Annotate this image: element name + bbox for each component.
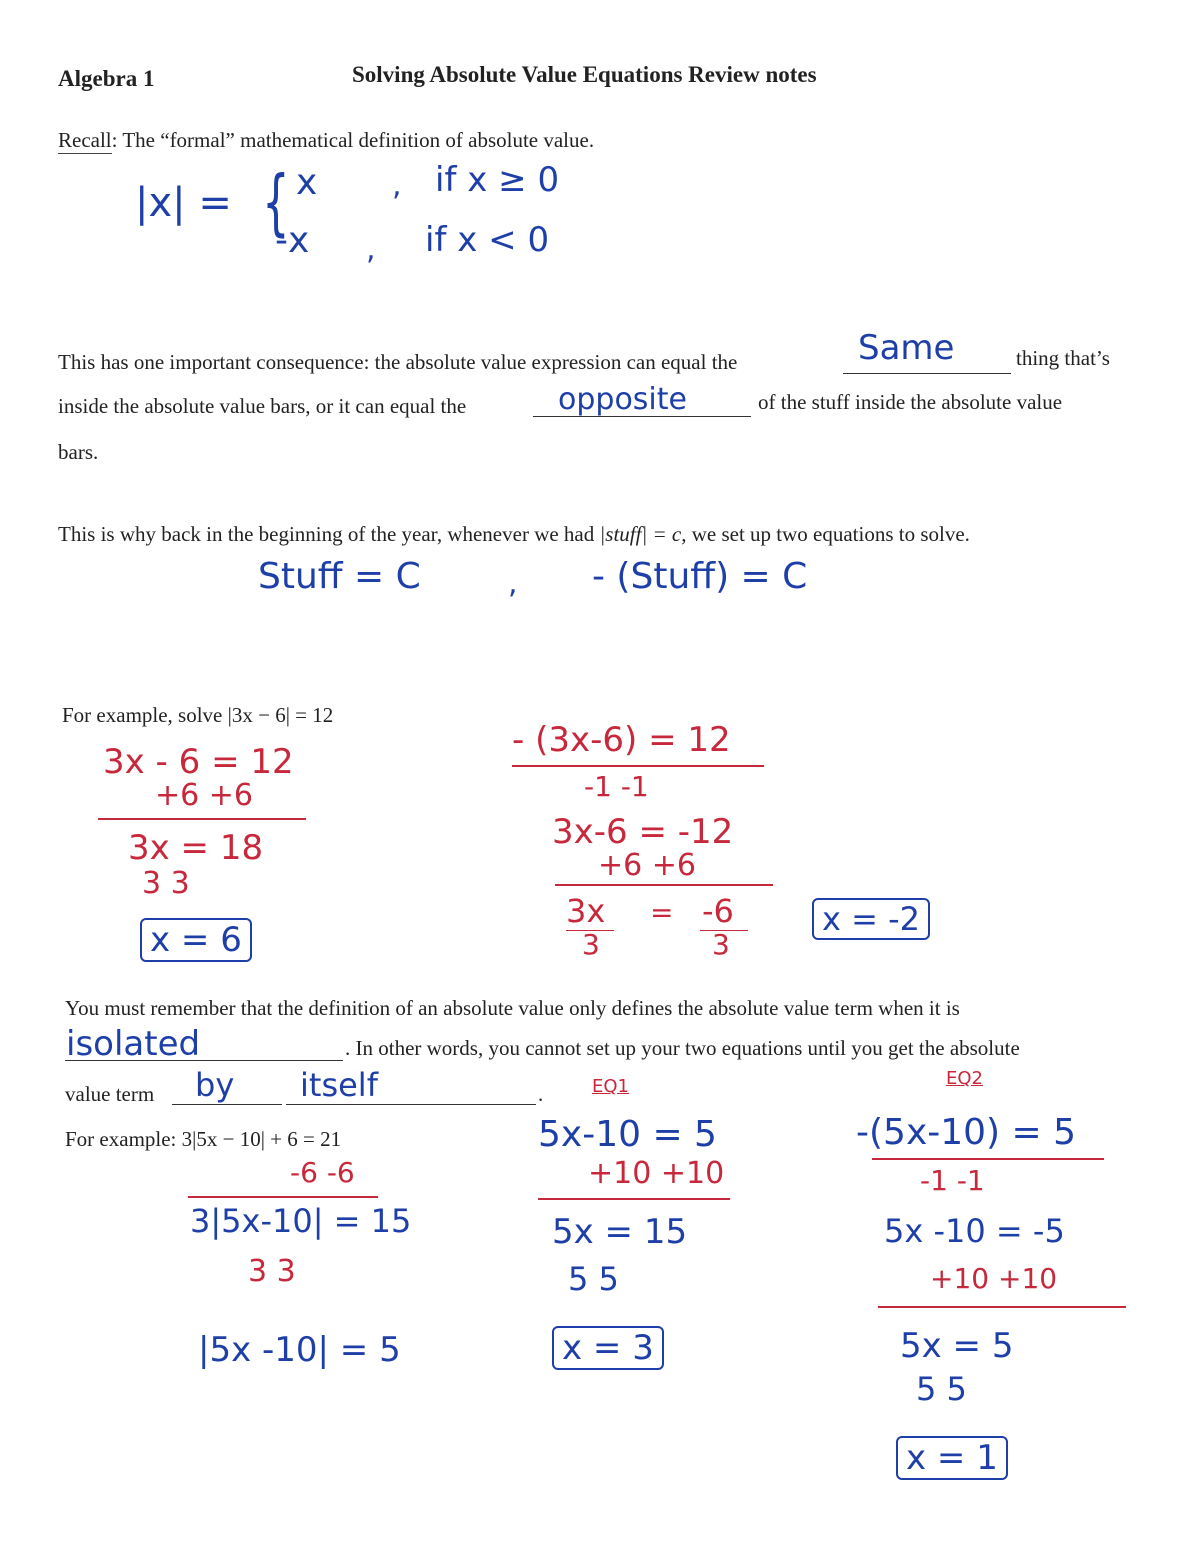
example2-line	[65, 1127, 341, 1152]
ex2-eq2-l1: -(5x-10) = 5	[856, 1112, 1077, 1153]
why-expr: |stuff| = c	[599, 522, 682, 546]
ex1-left-l4: 3 3	[142, 866, 190, 901]
ex2-step3: 3 3	[248, 1254, 296, 1289]
ex2-eq2-answer: x = 1	[896, 1436, 1008, 1480]
ex1-right-l6c: 3	[712, 928, 730, 961]
why-eq2: - (Stuff) = C	[592, 556, 808, 597]
recall-label: Recall	[58, 128, 112, 152]
consequence-line2-a: inside the absolute value bars, or it can equal the	[58, 394, 467, 418]
ex1-right-l2: -1 -1	[584, 770, 649, 803]
ex1-right-l5a: 3x	[566, 892, 606, 930]
blank-by: by	[195, 1066, 235, 1104]
ex2-eq1-rule	[538, 1198, 730, 1200]
why-text-b: , we set up two equations to solve.	[681, 522, 970, 546]
ex2-eq1-l4: 5 5	[568, 1260, 619, 1298]
blank-itself: itself	[300, 1066, 378, 1104]
ex2-eq1-label: EQ1	[592, 1076, 629, 1097]
blank-same-line	[843, 373, 1011, 374]
ex2-eq2-l2: -1 -1	[920, 1164, 985, 1197]
abs-def-case1-expr: x	[296, 162, 318, 203]
blank-opposite: opposite	[558, 382, 687, 417]
ex1-left-l2: +6 +6	[155, 778, 253, 813]
ex2-step4: |5x -10| = 5	[198, 1330, 401, 1370]
ex1-left-answer: x = 6	[140, 918, 252, 962]
ex2-eq1-l1: 5x-10 = 5	[538, 1114, 717, 1155]
ex2-eq2-rule1	[872, 1158, 1104, 1160]
why-sep: ,	[508, 566, 518, 601]
ex2-eq2-l4: +10 +10	[930, 1262, 1058, 1295]
ex2-eq2-l5: 5x = 5	[900, 1326, 1014, 1366]
ex1-left-l3: 3x = 18	[128, 828, 264, 868]
blank-isolated: isolated	[66, 1024, 201, 1064]
ex1-right-l1: - (3x-6) = 12	[512, 720, 731, 760]
course-title: Algebra 1	[58, 66, 155, 91]
ex1-right-rule1	[512, 765, 764, 767]
page-title: Solving Absolute Value Equations Review notes	[352, 62, 817, 87]
example1-prompt: For example, solve	[62, 703, 223, 727]
ex2-eq2-l6: 5 5	[916, 1370, 967, 1408]
ex1-right-rule2	[555, 884, 773, 886]
abs-def-case2-expr: -x	[275, 220, 310, 261]
ex1-right-l5b: =	[650, 896, 674, 929]
ex2-step1: -6 -6	[290, 1156, 355, 1189]
ex1-right-l3: 3x-6 = -12	[552, 812, 734, 852]
isolated-line3-a: value term	[65, 1082, 155, 1106]
ex2-eq2-label: EQ2	[946, 1068, 983, 1089]
abs-def-brace: {	[262, 160, 290, 244]
ex2-eq1-l3: 5x = 15	[552, 1212, 688, 1252]
ex2-eq2-l3: 5x -10 = -5	[884, 1212, 1065, 1250]
ex1-left-l1: 3x - 6 = 12	[103, 742, 294, 782]
ex1-right-l4: +6 +6	[598, 848, 696, 883]
consequence-line2-b: of the stuff inside the absolute value	[758, 390, 1063, 414]
example1-expr: |3x − 6| = 12	[227, 703, 334, 727]
example2-prompt: For example:	[65, 1127, 177, 1151]
abs-def-case1-cond: if x ≥ 0	[435, 160, 560, 200]
ex2-step1-rule	[188, 1196, 378, 1198]
consequence-line1-a: This has one important consequence: the absolute value expression can equal the	[58, 350, 738, 374]
blank-itself-line	[286, 1104, 536, 1105]
abs-def-case2-cond: if x < 0	[425, 220, 550, 260]
blank-by-line	[172, 1104, 282, 1105]
ex2-eq1-answer: x = 3	[552, 1326, 664, 1370]
recall-text: : The “formal” mathematical definition of absolute value.	[111, 128, 595, 152]
ex2-eq1-l2: +10 +10	[588, 1156, 725, 1191]
ex1-right-l6a: 3	[582, 928, 600, 961]
consequence-line3: bars.	[58, 440, 99, 464]
isolated-line1: You must remember that the definition of an absolute value only defines the absolute value term when it is	[65, 996, 960, 1020]
isolated-line3-b: .	[538, 1082, 544, 1106]
why-text-a: This is why back in the beginning of the year, whenever we had	[58, 522, 595, 546]
isolated-line2: . In other words, you cannot set up your two equations until you get the absolute	[345, 1036, 1020, 1060]
ex2-step2: 3|5x-10| = 15	[190, 1202, 412, 1240]
why-eq1: Stuff = C	[258, 556, 421, 597]
recall-line	[58, 128, 594, 154]
abs-def-case1-comma: ,	[392, 168, 402, 203]
ex1-left-rule	[98, 818, 306, 820]
ex2-eq2-rule2	[878, 1306, 1126, 1308]
blank-same: Same	[858, 328, 955, 368]
example1-line	[62, 703, 333, 728]
ex1-right-answer: x = -2	[812, 898, 930, 940]
why-line	[58, 522, 970, 547]
consequence-line1-b: thing that’s	[1016, 346, 1110, 370]
abs-def-case2-comma: ,	[366, 232, 376, 267]
example2-expr: 3|5x − 10| + 6 = 21	[181, 1127, 342, 1151]
ex1-right-l5c: -6	[702, 892, 734, 930]
abs-def-lhs: |x| =	[135, 180, 232, 226]
